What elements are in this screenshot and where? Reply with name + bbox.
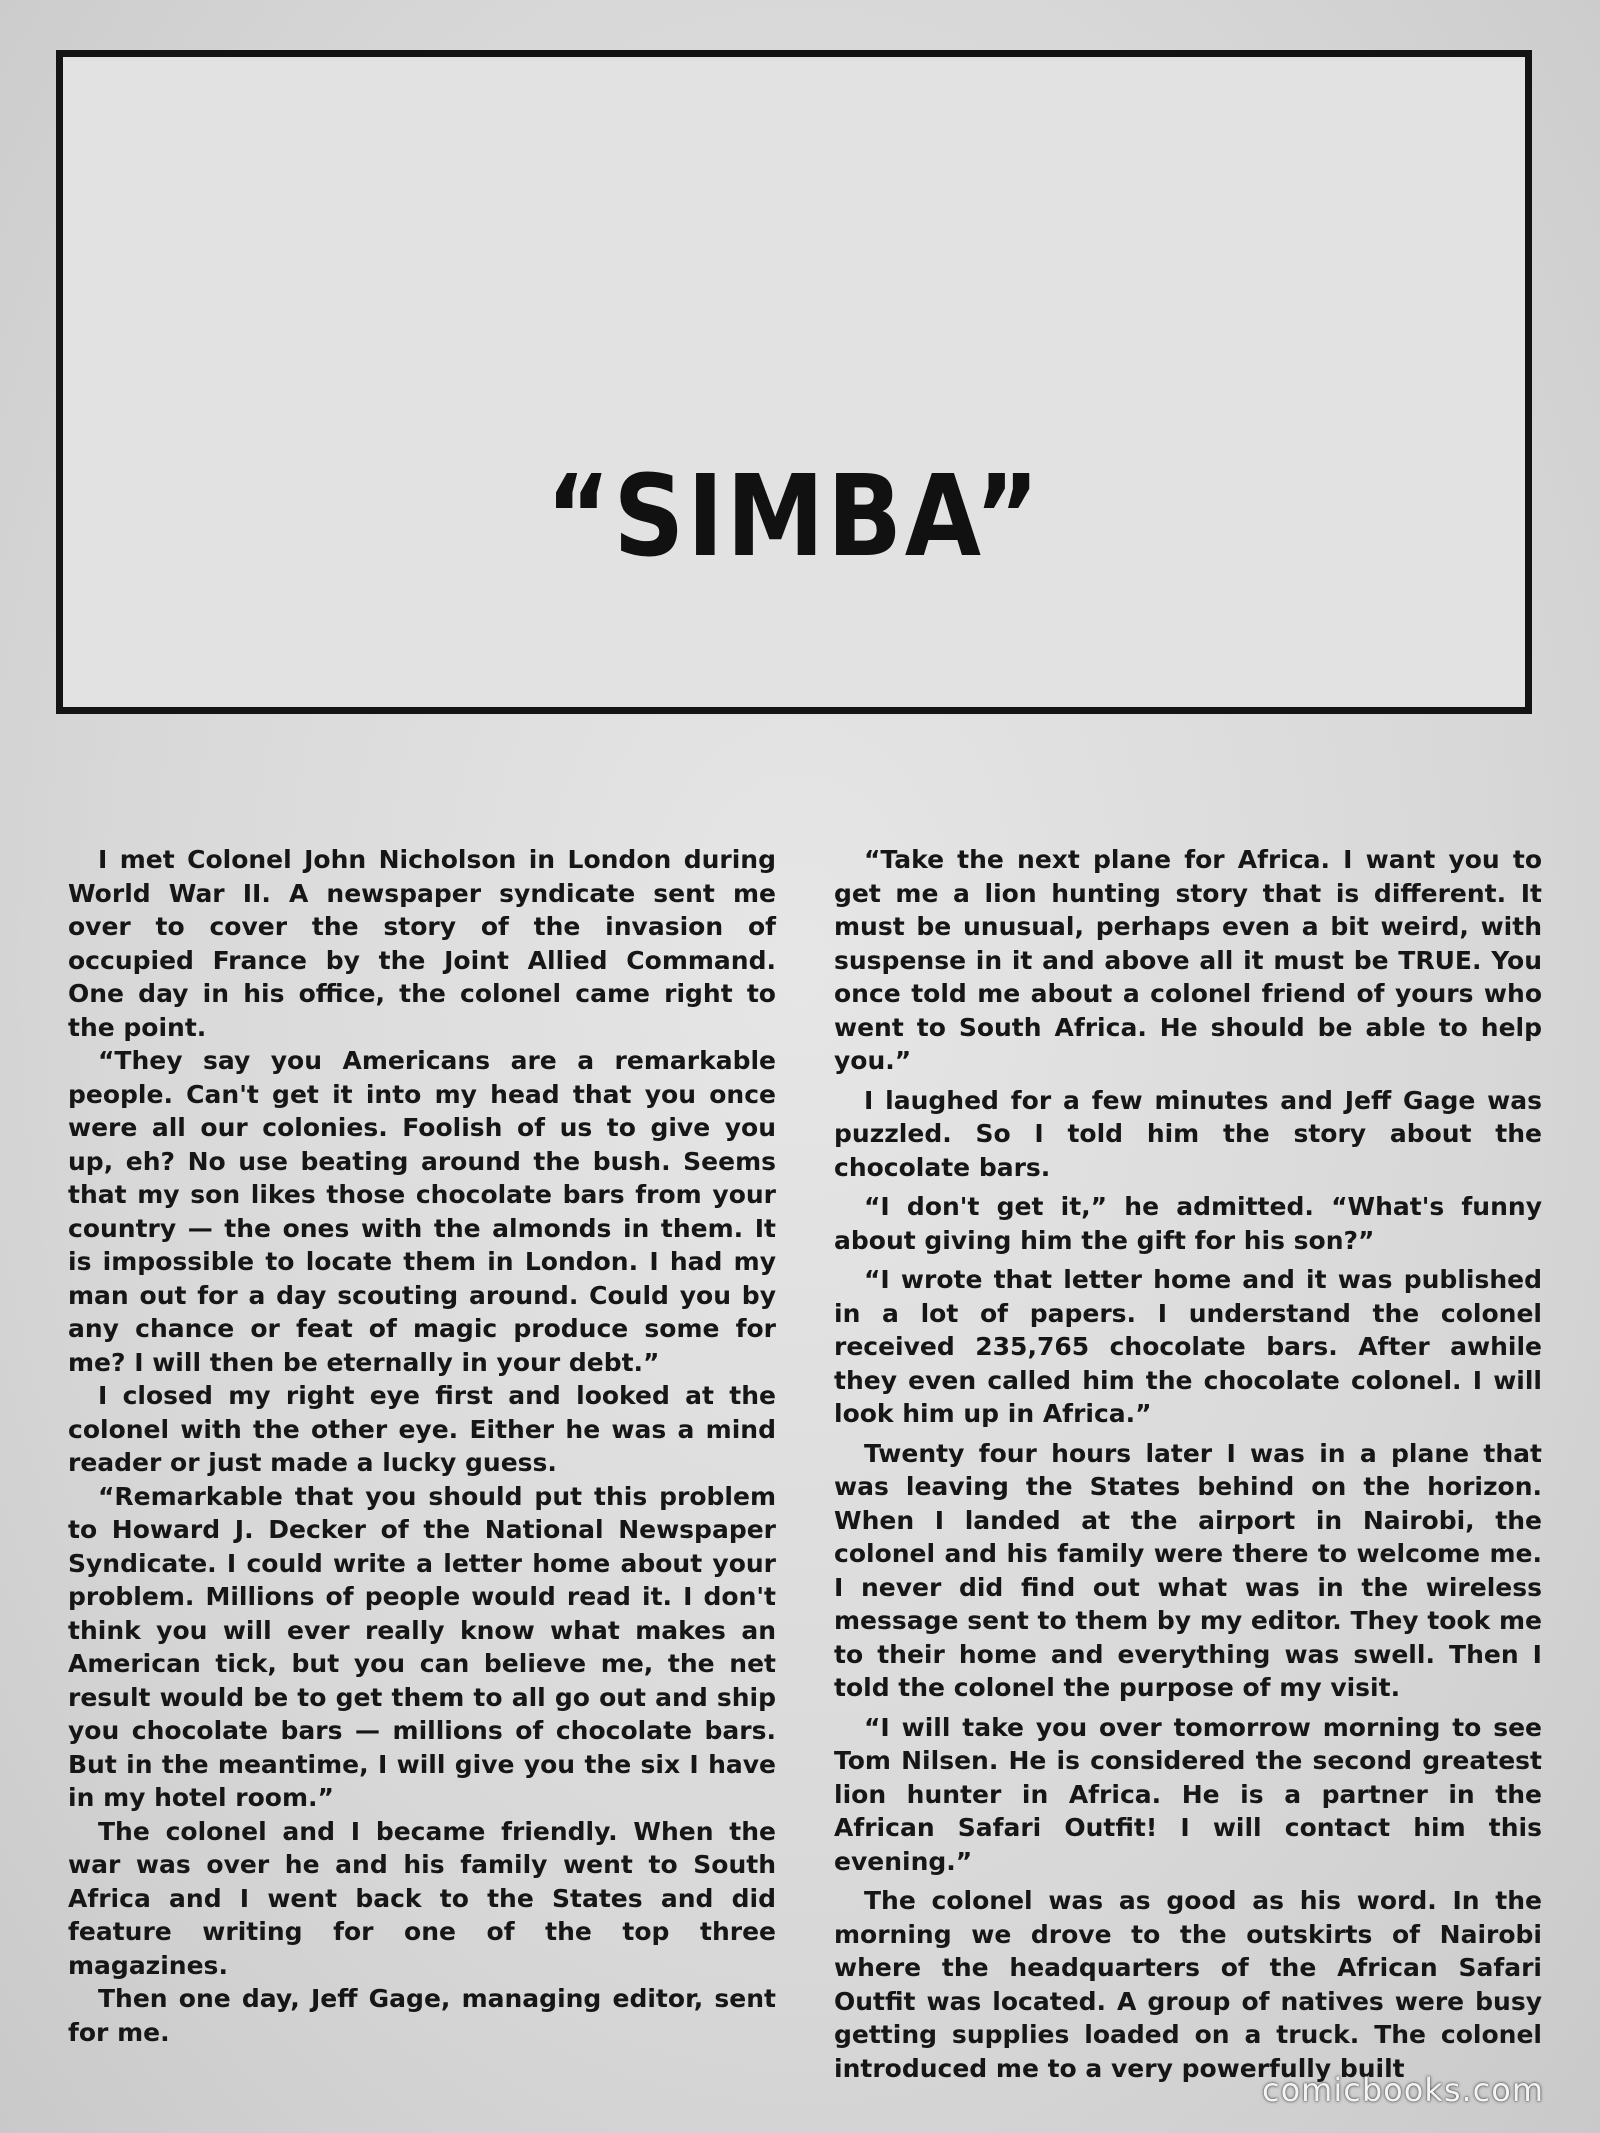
paragraph: “I will take you over tomorrow morning to see Tom Nilsen. He is considered the second greatest lion hunter in Africa. He is a partner in the African Safari Outfit! I will contact him this evening.” <box>834 1712 1542 1876</box>
paragraph: I met Colonel John Nicholson in London during World War II. A newspaper syndicate sent me over to cover the story of the invasion of occupied France by the Joint Allied Command. One day in his office, the colonel came right to the point. <box>68 845 776 1042</box>
paragraph: “Remarkable that you should put this problem to Howard J. Decker of the National Newspaper Syndicate. I could write a letter home about your problem. Millions of people would read it. I don't think you will ever really know what makes an American tick, but you can believe me, the net result would be to get them to all go out and ship you chocolate bars — millions of chocolate bars. But in the meantime, I will give you the six I have in my hotel room.” <box>68 1481 776 1812</box>
paragraph: The colonel and I became friendly. When the war was over he and his family went to South Africa and I went back to the States and did feature writing for one of the top three magazines. <box>68 1816 776 1980</box>
paragraph: Twenty four hours later I was in a plane that was leaving the States behind on the horizon. When I landed at the airport in Nairobi, the colonel and his family were there to welcome me. I never did find out what was in the wireless message sent to them by my editor. They took me to their home and everything was swell. Then I told the colonel the purpose of my visit. <box>834 1438 1542 1702</box>
title-box <box>56 50 1532 714</box>
paragraph: I laughed for a few minutes and Jeff Gage was puzzled. So I told him the story about the chocolate bars. <box>834 1085 1542 1182</box>
watermark: comicbooks.com <box>1261 2071 1544 2109</box>
right-column <box>834 843 1542 2085</box>
paragraph: “I wrote that letter home and it was published in a lot of papers. I understand the colonel received 235,765 chocolate bars. After awhile they even called him the chocolate colonel. I will look him up in Africa.” <box>834 1265 1542 1428</box>
paragraph: I closed my right eye first and looked at the colonel with the other eye. Either he was a mind reader or just made a lucky guess. <box>68 1381 776 1477</box>
left-column <box>68 843 776 2049</box>
paragraph: Then one day, Jeff Gage, managing editor, sent for me. <box>68 1984 776 2047</box>
paragraph: “I don't get it,” he admitted. “What's funny about giving him the gift for his son?” <box>834 1192 1542 1255</box>
story-title: “SIMBA” <box>545 452 1043 582</box>
paragraph: “They say you Americans are a remarkable people. Can't get it into my head that you once were all our colonies. Foolish of us to give you up, eh? No use beating around the bush. Seems that my son likes those chocolate bars from your country — the ones with the almonds in them. It is impossible to locate them in London. I had my man out for a day scouting around. Could you by any chance or feat of magic produce some for me? I will then be eternally in your debt.” <box>68 1046 776 1377</box>
paragraph: “Take the next plane for Africa. I want you to get me a lion hunting story that is different. It must be unusual, perhaps even a bit weird, with suspense in it and above all it must be TRUE. You once told me about a colonel friend of yours who went to South Africa. He should be able to help you.” <box>834 845 1542 1075</box>
paragraph: The colonel was as good as his word. In the morning we drove to the outskirts of Nairobi where the headquarters of the African Safari Outfit was located. A group of natives were busy getting supplies loaded on a truck. The colonel introduced me to a very powerfully built <box>834 1886 1542 2083</box>
